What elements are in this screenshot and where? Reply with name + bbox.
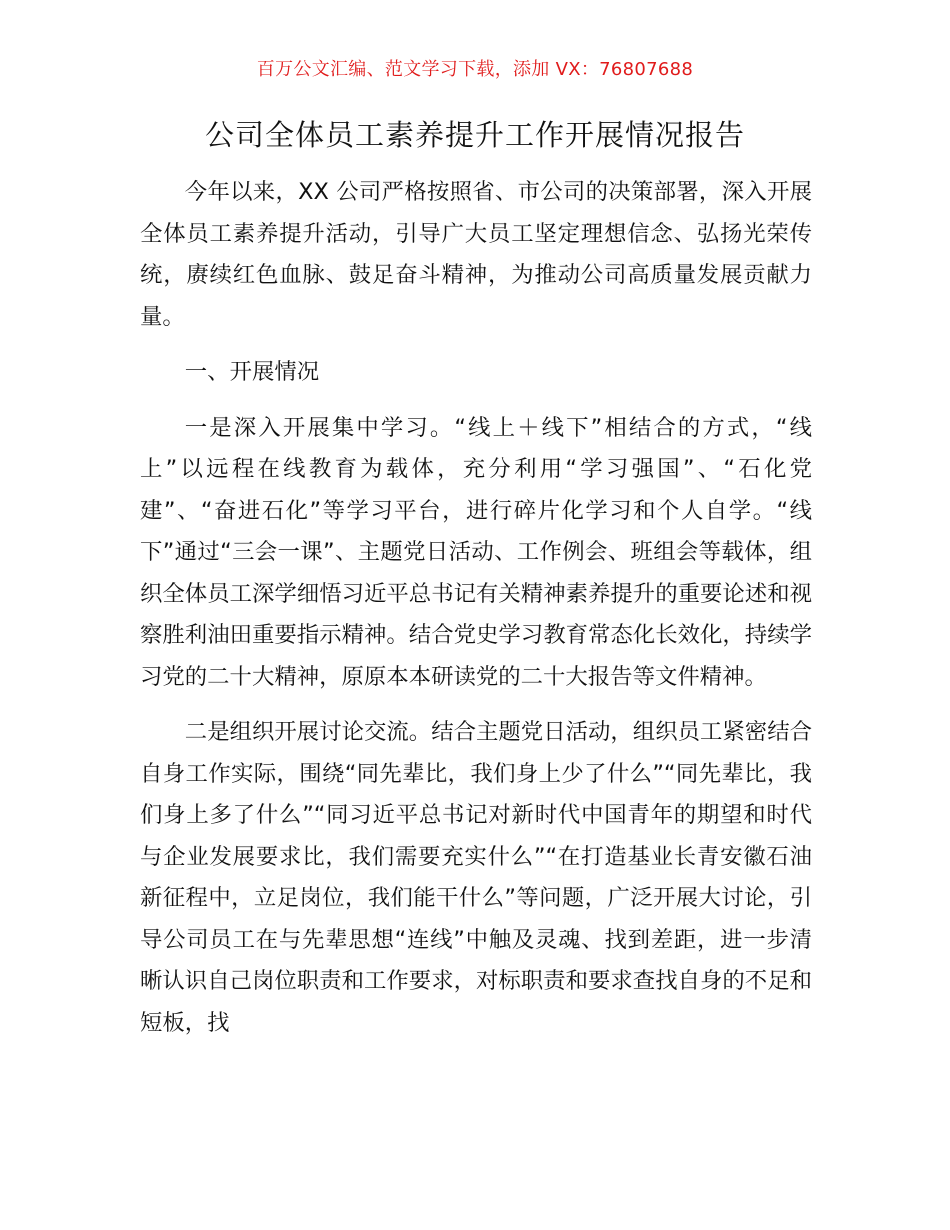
document-title: 公司全体员工素养提升工作开展情况报告 [204,118,745,152]
document-body [140,172,812,1058]
paragraph-discussion: 二是组织开展讨论交流。结合主题党日活动，组织员工紧密结合自身工作实际，围绕“同先辈比，我们身上少了什么”“同先辈比，我们身上多了什么”“同习近平总书记对新时代中国青年的期望和时代与企业发展要求比，我们需要充实什么”“在打造基业长青安徽石油新征程中，立足岗位，我们能干什么”等问题，广泛开展大讨论，引导公司员工在与先辈思想“连线”中触及灵魂、找到差距，进一步清晰认识自己岗位职责和工作要求，对标职责和要求查找自身的不足和短板，找 [140,719,812,1036]
header-note: 百万公文汇编、范文学习下载，添加 VX：76807688 [256,59,694,80]
section-heading: 一、开展情况 [184,359,320,385]
paragraph-study: 一是深入开展集中学习。“线上＋线下”相结合的方式，“线上”以远程在线教育为载体，充分利用“学习强国”、“石化党建”、“奋进石化”等学习平台，进行碎片化学习和个人自学。“线下”通过“三会一课”、主题党日活动、工作例会、班组会等载体，组织全体员工深学细悟习近平总书记有关精神素养提升的重要论述和视察胜利油田重要指示精神。结合党史学习教育常态化长效化，持续学习党的二十大精神，原原本本研读党的二十大报告等文件精神。 [140,414,812,690]
paragraph-intro: 今年以来，XX 公司严格按照省、市公司的决策部署，深入开展全体员工素养提升活动，引导广大员工坚定理想信念、弘扬光荣传统，赓续红色血脉、鼓足奋斗精神，为推动公司高质量发展贡献力量。 [140,179,812,330]
